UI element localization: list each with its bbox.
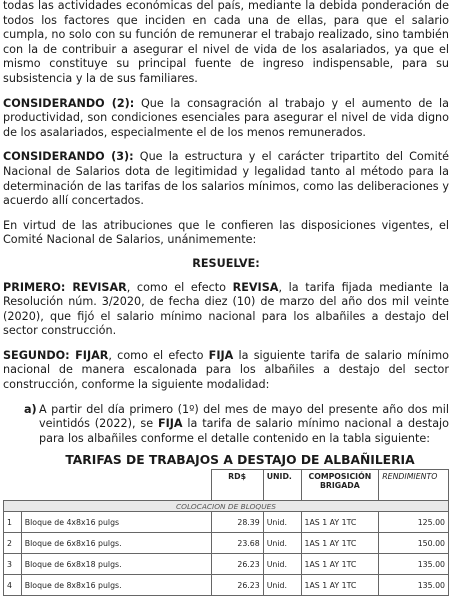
paragraph-primero <box>3 281 449 339</box>
row-number: 3 <box>4 554 22 575</box>
row-rendimiento: 125.00 <box>379 512 449 533</box>
header-blank-cell <box>21 470 211 501</box>
primero-bold: REVISA <box>232 280 279 294</box>
row-rd: 28.39 <box>211 512 263 533</box>
segundo-text-a: , como el efecto <box>108 348 209 362</box>
row-rendimiento: 150.00 <box>379 533 449 554</box>
row-item: Bloque de 4x8x16 pulgs <box>21 512 211 533</box>
header-blank-cell <box>4 470 22 501</box>
row-number: 2 <box>4 533 22 554</box>
row-item: Bloque de 6x8x18 pulgs. <box>21 554 211 575</box>
table-header-row <box>4 470 449 501</box>
row-brigada: 1AS 1 AY 1TC <box>301 575 379 596</box>
row-rd: 26.23 <box>211 554 263 575</box>
paragraph-considerando-3 <box>3 150 449 208</box>
row-rendimiento: 135.00 <box>379 575 449 596</box>
a-bold: FIJA <box>157 417 183 431</box>
primero-text-a: , como el efecto <box>126 280 233 294</box>
paragraph-atribuciones: En virtud de las atribuciones que le confieren las disposiciones vigentes, el Comité Nacional de Salarios, unánimemente: <box>3 218 449 247</box>
a-text-2: la tarifa de salario mínimo nacional a destajo para los albañiles conforme el detalle contenido en la tabla siguiente: <box>39 417 450 445</box>
table-row <box>4 512 449 533</box>
header-rendimiento: RENDIMIENTO <box>379 470 449 501</box>
table-section-row <box>4 501 449 512</box>
row-item: Bloque de 8x8x16 pulgs. <box>21 575 211 596</box>
header-unid: UNID. <box>263 470 301 501</box>
paragraph-factors: todas las actividades económicas del país, mediante la debida ponderación de todos los factores que inciden en cada una de ellas, para que el salario cumpla, no solo con su función de remunerar el trabajo realizado, sino también con la de contribuir a asegurar el nivel de vida de los asalariados, ya que el mismo constituye su principal fuente de ingreso indispensable, para su subsistencia y la de sus familiares. <box>3 0 449 85</box>
row-rendimiento: 135.00 <box>379 554 449 575</box>
row-brigada: 1AS 1 AY 1TC <box>301 554 379 575</box>
a-text-1: A partir del día primero (1º) del mes de mayo del presente año dos mil veintidós (2022), se <box>39 402 449 431</box>
row-rd: 26.23 <box>211 575 263 596</box>
list-item-a <box>3 403 449 447</box>
segundo-text-c: la siguiente tarifa de salario mínimo nacional de manera escalonada para los albañiles a destajo del sector construcción, conforme la siguiente modalidad: <box>3 348 449 392</box>
table-row <box>4 554 449 575</box>
resuelve-heading: RESUELVE: <box>192 256 260 270</box>
considerando-3-text: Que la estructura y el carácter tripartito del Comité Nacional de Salarios dota de legitimidad y legalidad tanto al método para la determinación de las tarifas de los salarios mínimos, como las deliberaciones y acuerdo allí concertados. <box>3 150 450 208</box>
considerando-2-text: Que la consagración al trabajo y el aumento de la productividad, son condiciones esenciales para asegurar el nivel de vida digno de los asalariados, especialmente el de los menos remunerados. <box>3 96 450 139</box>
row-unit: Unid. <box>263 575 301 596</box>
considerando-2-label: CONSIDERANDO (2): <box>3 96 135 110</box>
row-item: Bloque de 6x8x16 pulgs. <box>21 533 211 554</box>
considerando-3-label: CONSIDERANDO (3): <box>3 150 134 164</box>
header-brigada: COMPOSICIÓN BRIGADA <box>301 470 379 501</box>
primero-label: PRIMERO: REVISAR <box>3 280 127 294</box>
row-rd: 23.68 <box>211 533 263 554</box>
tarifas-table <box>3 469 449 596</box>
table-row <box>4 575 449 596</box>
row-unit: Unid. <box>263 512 301 533</box>
row-number: 1 <box>4 512 22 533</box>
row-unit: Unid. <box>263 554 301 575</box>
table-row <box>4 533 449 554</box>
row-unit: Unid. <box>263 533 301 554</box>
row-brigada: 1AS 1 AY 1TC <box>301 533 379 554</box>
list-marker-a: a) <box>24 402 37 416</box>
list-item-a-text <box>39 403 449 447</box>
paragraph-considerando-2 <box>3 97 449 141</box>
primero-text-c: , la tarifa fijada mediante la Resolución núm. 3/2020, de fecha diez (10) de marzo del año dos mil veinte (2020), que fijó el salario mínimo nacional para los albañiles a destajo del sector construcción. <box>3 280 449 338</box>
paragraph-segundo <box>3 349 449 393</box>
section-label: COLOCACION DE BLOQUES <box>4 501 449 512</box>
row-brigada: 1AS 1 AY 1TC <box>301 512 379 533</box>
header-rd: RD$ <box>211 470 263 501</box>
segundo-label: SEGUNDO: FIJAR <box>3 348 109 362</box>
segundo-bold: FIJA <box>208 348 234 362</box>
row-number: 4 <box>4 575 22 596</box>
table-title: TARIFAS DE TRABAJOS A DESTAJO DE ALBAÑILERIA <box>65 453 415 468</box>
